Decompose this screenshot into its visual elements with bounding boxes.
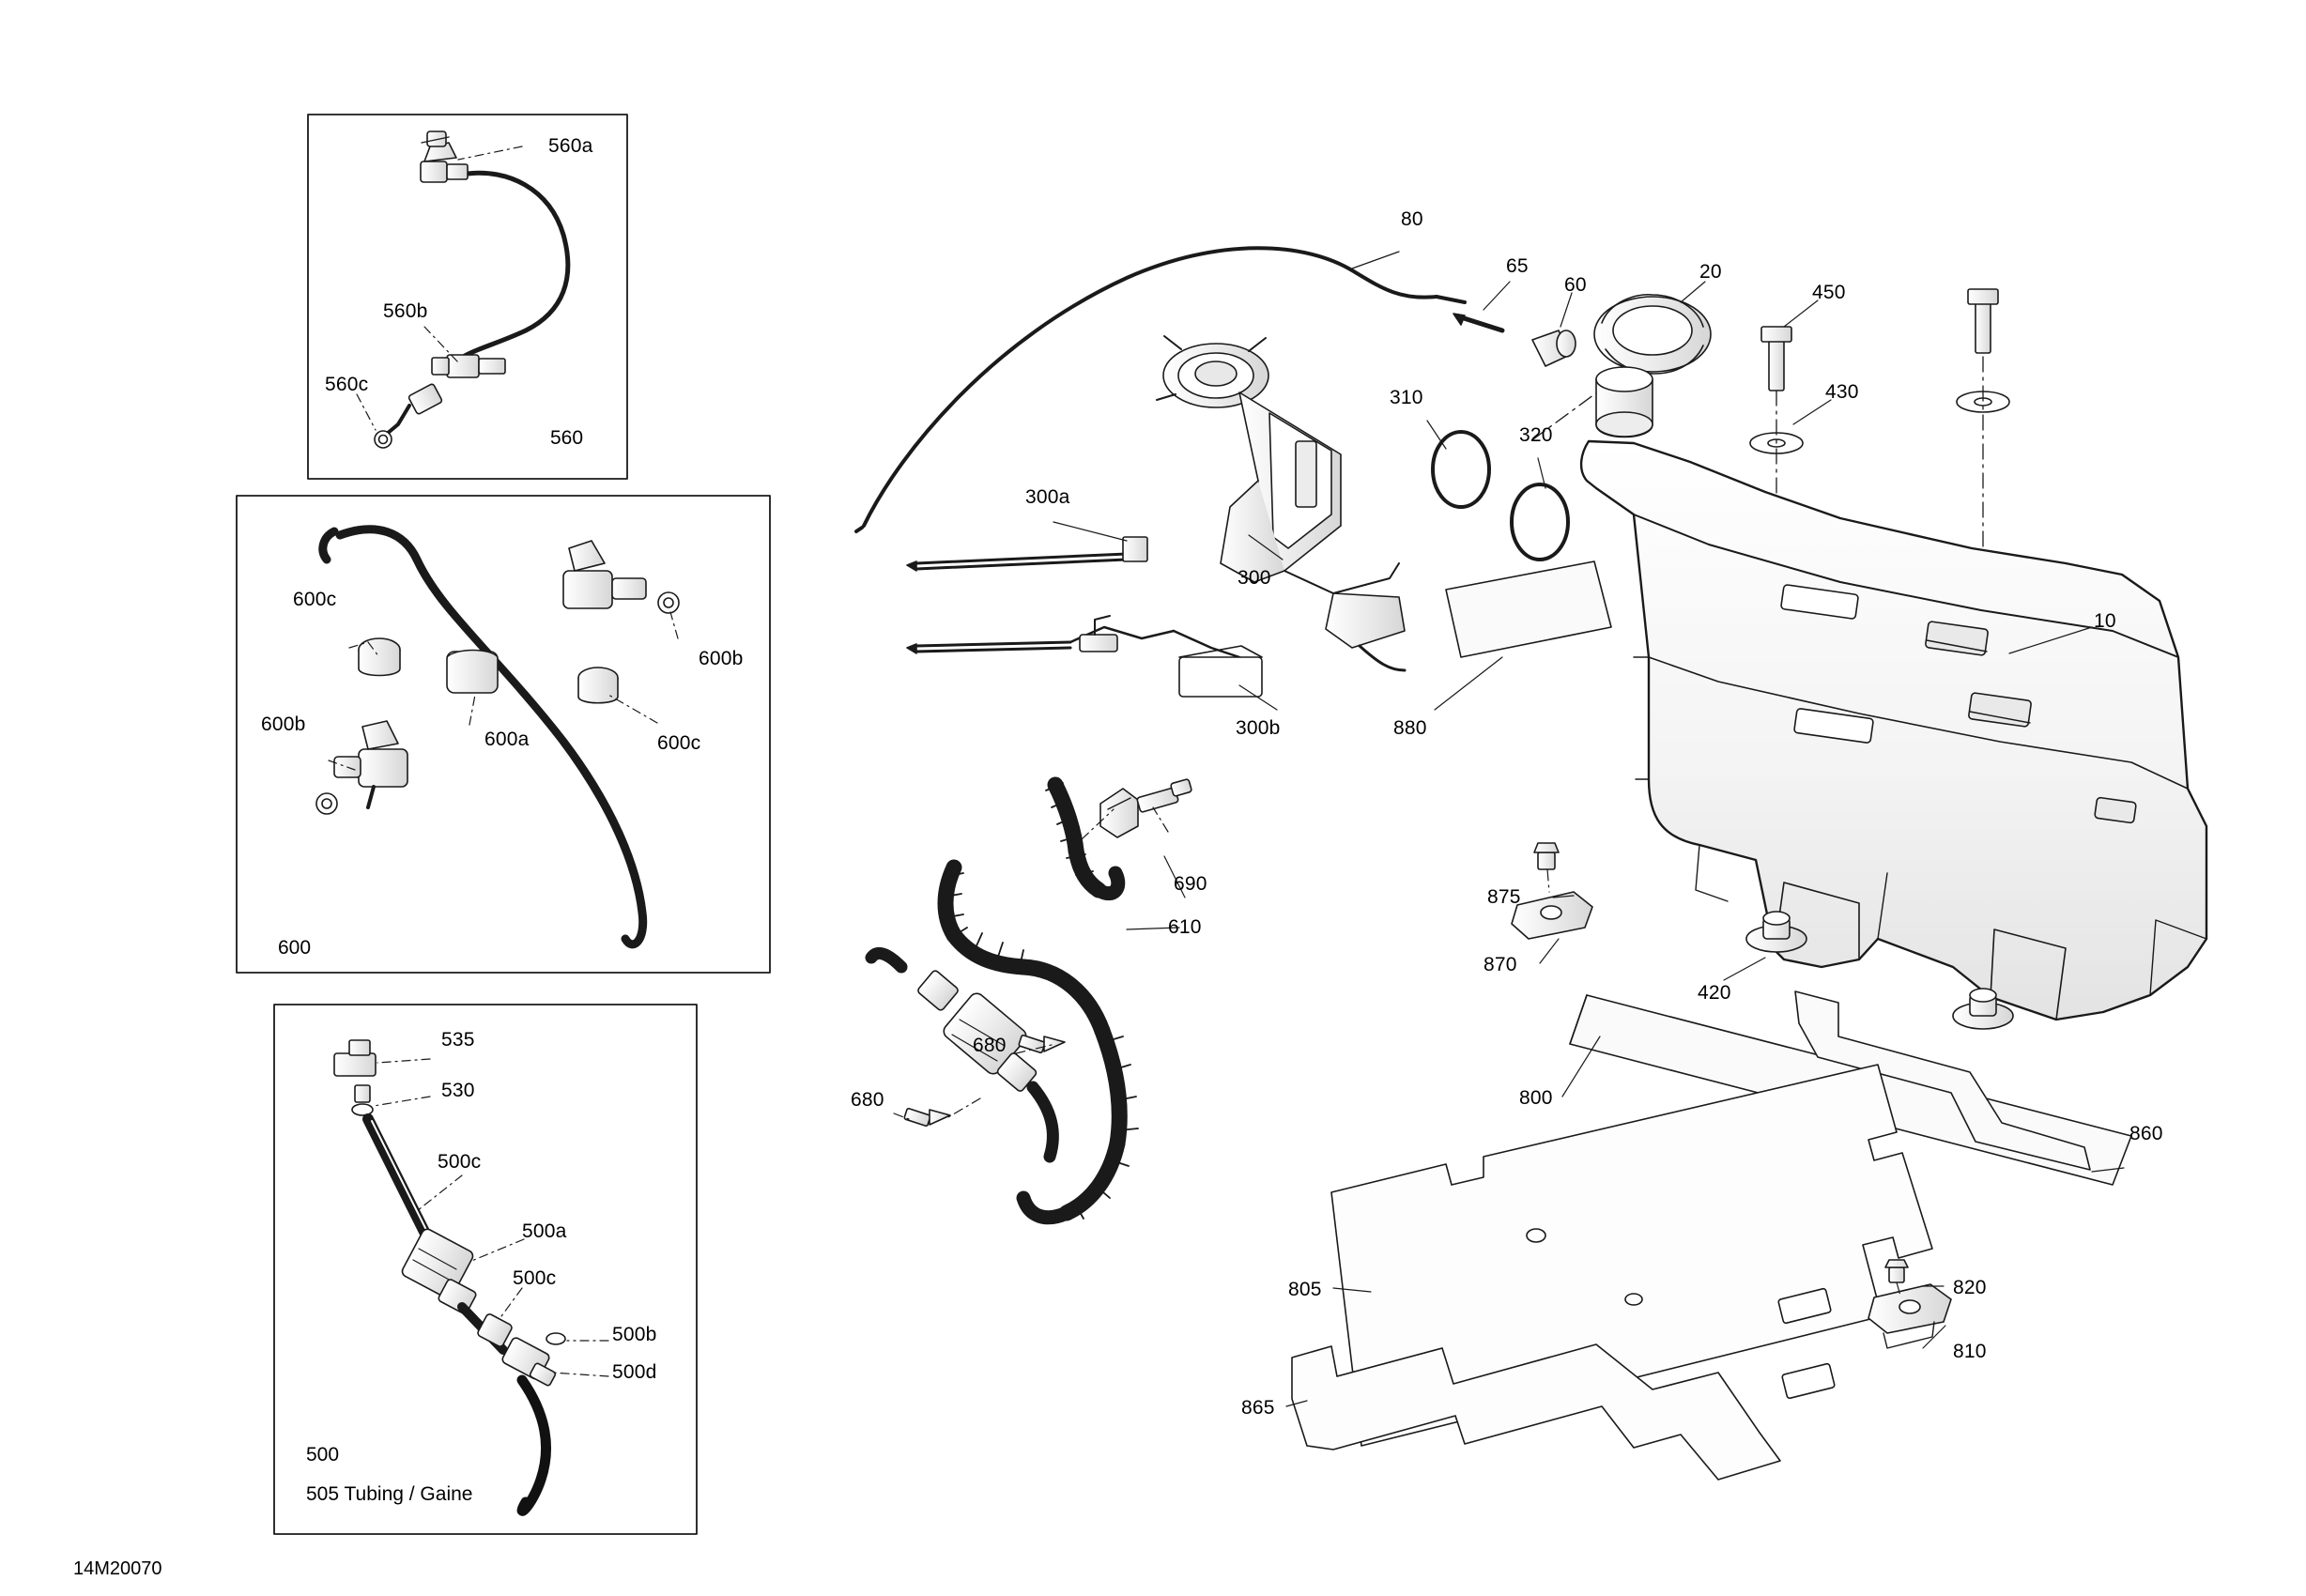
- callout-805: 805: [1288, 1279, 1322, 1300]
- callout-10: 10: [2094, 610, 2116, 632]
- callout-535: 535: [441, 1029, 475, 1051]
- callout-20: 20: [1699, 261, 1722, 283]
- callout-500a: 500a: [522, 1220, 567, 1242]
- callout-860: 860: [2129, 1123, 2163, 1144]
- callout-60: 60: [1564, 274, 1587, 296]
- callout-600c-left: 600c: [293, 589, 337, 610]
- callout-880: 880: [1393, 717, 1427, 739]
- callout-65: 65: [1506, 255, 1529, 277]
- callout-500b: 500b: [612, 1324, 657, 1345]
- callout-420: 420: [1698, 982, 1731, 1004]
- callout-865: 865: [1241, 1397, 1275, 1419]
- callout-310: 310: [1390, 387, 1423, 408]
- callout-600c-right: 600c: [657, 732, 701, 754]
- callout-680-right: 680: [973, 1035, 1007, 1056]
- callout-320: 320: [1519, 424, 1553, 446]
- callout-500c-lower: 500c: [513, 1267, 557, 1289]
- callout-300a: 300a: [1025, 486, 1070, 508]
- callout-610: 610: [1168, 916, 1202, 938]
- panel-label-600: 600: [278, 937, 312, 959]
- callout-690: 690: [1174, 873, 1207, 895]
- callout-875: 875: [1487, 886, 1521, 908]
- callout-560c: 560c: [325, 374, 369, 395]
- callout-500c-upper: 500c: [438, 1151, 482, 1173]
- callout-870: 870: [1484, 954, 1517, 975]
- callout-560b: 560b: [383, 300, 428, 322]
- callout-800: 800: [1519, 1087, 1553, 1109]
- callout-80: 80: [1401, 208, 1423, 230]
- callout-500d: 500d: [612, 1361, 657, 1383]
- callout-560a: 560a: [548, 135, 593, 157]
- panel-label-500: 500: [306, 1444, 340, 1466]
- callout-680-left: 680: [851, 1089, 884, 1111]
- callout-450: 450: [1812, 282, 1846, 303]
- callout-810: 810: [1953, 1341, 1987, 1362]
- callout-600a: 600a: [484, 729, 530, 750]
- callout-430: 430: [1825, 381, 1859, 403]
- callout-530: 530: [441, 1080, 475, 1101]
- callout-300: 300: [1238, 567, 1271, 589]
- panel-label-505-tubing: 505 Tubing / Gaine: [306, 1483, 473, 1505]
- panel-label-560: 560: [550, 427, 584, 449]
- callout-820: 820: [1953, 1277, 1987, 1298]
- callout-600b-right: 600b: [699, 648, 744, 669]
- drawing-code: 14M20070: [73, 1558, 162, 1579]
- callout-300b: 300b: [1236, 717, 1281, 739]
- callout-600b-left: 600b: [261, 714, 306, 735]
